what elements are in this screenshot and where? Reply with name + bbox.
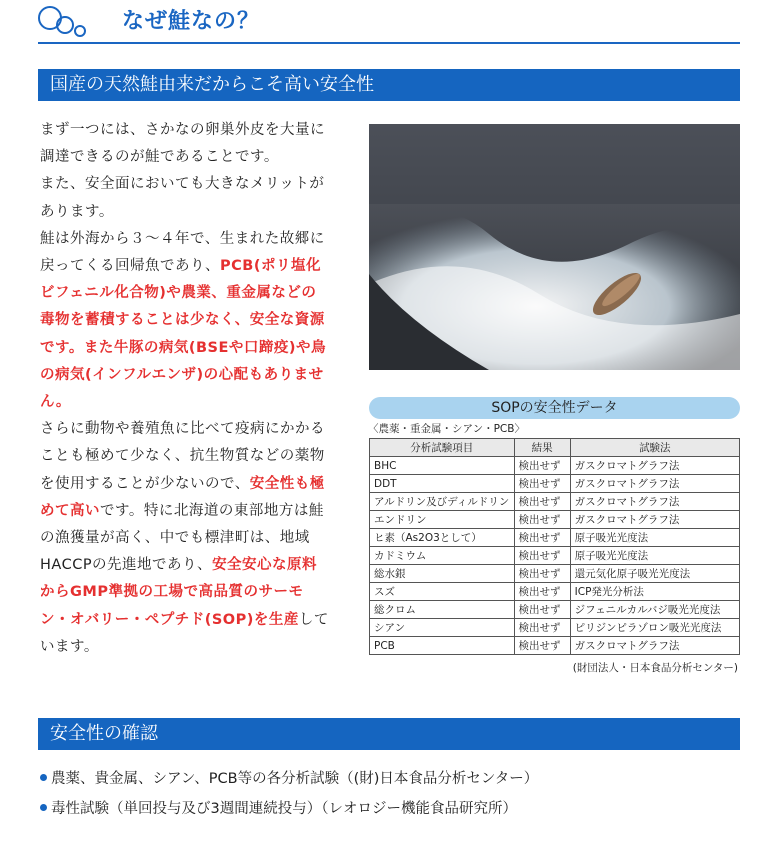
- table-cell: DDT: [370, 475, 515, 493]
- paragraph: [40, 416, 330, 661]
- table-cell: 還元気化原子吸光光度法: [570, 565, 739, 583]
- table-cell: PCB: [370, 637, 515, 655]
- table-row: [370, 475, 740, 493]
- sop-data-title: SOPの安全性データ: [369, 397, 740, 419]
- section-heading-safety: 国産の天然鮭由来だからこそ高い安全性: [38, 69, 740, 101]
- table-cell: 検出せず: [514, 583, 570, 601]
- page-title: なぜ鮭なの？: [122, 9, 261, 34]
- table-row: [370, 565, 740, 583]
- table-cell: 検出せず: [514, 493, 570, 511]
- table-cell: 検出せず: [514, 601, 570, 619]
- table-row: [370, 493, 740, 511]
- bubbles-icon: [38, 2, 88, 38]
- table-cell: ガスクロマトグラフ法: [570, 511, 739, 529]
- table-row: [370, 619, 740, 637]
- table-cell: 検出せず: [514, 475, 570, 493]
- table-cell: ICP発光分析法: [570, 583, 739, 601]
- paragraph: まず一つには、さかなの卵巣外皮を大量に調達できるのが鮭であることです。: [40, 122, 325, 166]
- table-cell: 総水銀: [370, 565, 515, 583]
- table-row: [370, 529, 740, 547]
- list-item: [40, 766, 538, 796]
- column-header: 結果: [514, 439, 570, 457]
- section-heading-confirmation: 安全性の確認: [38, 718, 740, 750]
- table-cell: スズ: [370, 583, 515, 601]
- table-cell: 総クロム: [370, 601, 515, 619]
- column-header: 試験法: [570, 439, 739, 457]
- table-cell: シアン: [370, 619, 515, 637]
- table-row: [370, 511, 740, 529]
- page-header: [38, 0, 740, 44]
- table-cell: ジフェニルカルバジ吸光光度法: [570, 601, 739, 619]
- table-cell: 検出せず: [514, 511, 570, 529]
- salmon-photo: [369, 124, 740, 370]
- sop-data-subtitle: 〈農薬・重金属・シアン・PCB〉: [368, 423, 525, 435]
- text: しています。: [40, 611, 329, 655]
- list-item-text: 農薬、貴金属、シアン、PCB等の各分析試験（(財)日本食品分析センター）: [51, 771, 539, 787]
- paragraph: [40, 226, 330, 416]
- column-header: 分析試験項目: [370, 439, 515, 457]
- table-credit: (財団法人・日本食品分析センター): [572, 662, 738, 674]
- table-cell: 検出せず: [514, 565, 570, 583]
- highlight-text: 安全安心な原料からGMP準拠の工場で高品質のサーモン・オバリー・ペプチド(SOP)を生産: [40, 557, 318, 628]
- table-cell: カドミウム: [370, 547, 515, 565]
- table-cell: ピリジンピラゾロン吸光光度法: [570, 619, 739, 637]
- table-cell: 原子吸光光度法: [570, 547, 739, 565]
- table-cell: ガスクロマトグラフ法: [570, 493, 739, 511]
- sop-safety-table: [369, 438, 740, 655]
- table-cell: ガスクロマトグラフ法: [570, 637, 739, 655]
- table-cell: 検出せず: [514, 619, 570, 637]
- highlight-text: 安全性も極めて高い: [40, 475, 325, 519]
- list-item: [40, 796, 538, 826]
- table-row: [370, 583, 740, 601]
- table-cell: エンドリン: [370, 511, 515, 529]
- table-row: [370, 601, 740, 619]
- table-row: [370, 547, 740, 565]
- table-cell: 原子吸光光度法: [570, 529, 739, 547]
- table-cell: ガスクロマトグラフ法: [570, 475, 739, 493]
- table-cell: 検出せず: [514, 637, 570, 655]
- table-cell: 検出せず: [514, 547, 570, 565]
- text: です。特に北海道の東部地方は鮭の漁獲量が高く、中でも標津町は、地域HACCPの先進地であり、: [40, 502, 324, 574]
- bullet-icon: [40, 804, 47, 811]
- body-text: [40, 117, 330, 661]
- text: さらに動物や養殖魚に比べて疫病にかかることも極めて少なく、抗生物質などの薬物を使用することが少ないので、: [40, 421, 325, 492]
- table-row: [370, 637, 740, 655]
- table-cell: BHC: [370, 457, 515, 475]
- table-cell: ガスクロマトグラフ法: [570, 457, 739, 475]
- bullet-icon: [40, 774, 47, 781]
- table-cell: 検出せず: [514, 529, 570, 547]
- list-item-text: 毒性試験（単回投与及び3週間連続投与）（レオロジー機能食品研究所）: [51, 801, 517, 817]
- table-cell: ヒ素（As2O3として）: [370, 529, 515, 547]
- table-cell: アルドリン及びディルドリン: [370, 493, 515, 511]
- paragraph: また、安全面においても大きなメリットがあります。: [40, 176, 325, 220]
- confirmation-list: [40, 766, 538, 826]
- table-header-row: [370, 439, 740, 457]
- highlight-text: PCB(ポリ塩化ビフェニル化合物)や農業、重金属などの毒物を蓄積することは少なく、安全な資源です。また牛豚の病気(BSEや口蹄疫)や鳥の病気(インフルエンザ)の心配もありません。: [40, 258, 326, 411]
- table-cell: 検出せず: [514, 457, 570, 475]
- text: 鮭は外海から３～４年で、生まれた故郷に戻ってくる回帰魚であり、: [40, 230, 325, 275]
- table-row: [370, 457, 740, 475]
- salmon-jumping-image: [369, 124, 740, 370]
